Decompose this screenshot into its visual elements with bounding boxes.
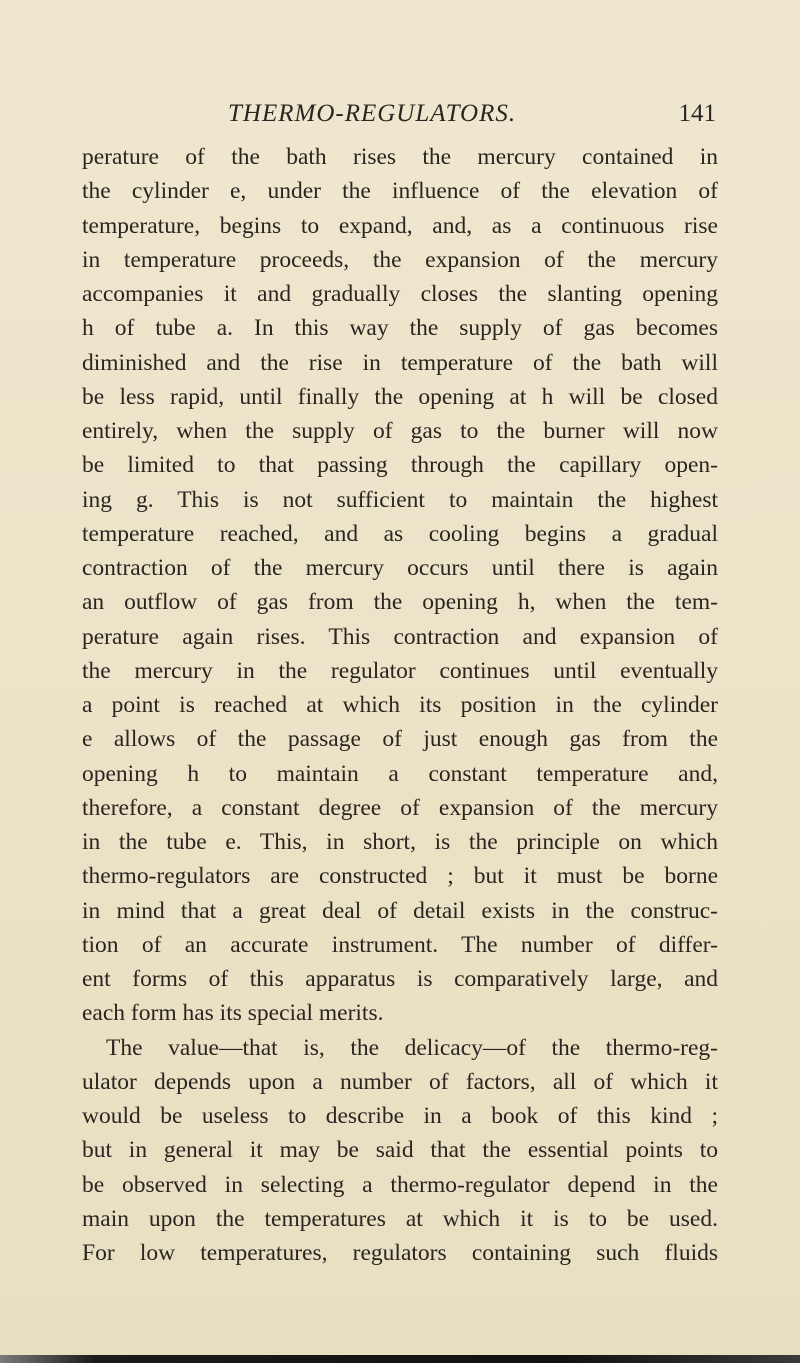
- text-line: opening h to maintain a constant temperature and,: [82, 760, 718, 787]
- chapter-title: THERMO-REGULATORS.: [228, 100, 517, 127]
- text-line: diminished and the rise in temperature of the bath will: [82, 349, 718, 376]
- text-line: perature again rises. This contraction and expansion of: [82, 623, 718, 650]
- page-number: 141: [678, 100, 716, 127]
- text-line: in mind that a great deal of detail exists in the construc-: [82, 897, 718, 924]
- text-line: accompanies it and gradually closes the slanting opening: [82, 281, 718, 307]
- text-line: main upon the temperatures at which it is to be used.: [82, 1205, 718, 1232]
- scan-edge-bar: [0, 1355, 800, 1363]
- text-line: ulator depends upon a number of factors, all of which it: [82, 1068, 718, 1095]
- text-line: thermo-regulators are constructed ; but it must be borne: [82, 863, 718, 890]
- text-line: tion of an accurate instrument. The number of differ-: [82, 931, 718, 958]
- text-line: each form has its special merits.: [82, 1000, 384, 1027]
- text-line: h of tube a. In this way the supply of gas becomes: [82, 315, 718, 342]
- text-line: but in general it may be said that the essential points to: [82, 1137, 718, 1164]
- text-line: the cylinder e, under the influence of the elevation of: [82, 178, 718, 205]
- text-line: ent forms of this apparatus is comparatively large, and: [82, 966, 718, 992]
- text-line: in the tube e. This, in short, is the principle on which: [82, 829, 718, 855]
- text-line: a point is reached at which its position in the cylinder: [82, 692, 718, 718]
- text-line: temperature, begins to expand, and, as a continuous rise: [82, 212, 718, 239]
- running-head: [80, 100, 720, 136]
- body-text: [82, 140, 718, 1270]
- text-line: temperature reached, and as cooling begins a gradual: [82, 520, 718, 547]
- text-line: For low temperatures, regulators containing such fluids: [82, 1240, 718, 1266]
- text-line: ing g. This is not sufficient to maintain the highest: [82, 486, 718, 513]
- text-line: in temperature proceeds, the expansion of the mercury: [82, 246, 718, 273]
- text-line: contraction of the mercury occurs until there is again: [82, 555, 718, 581]
- text-line: be limited to that passing through the capillary open-: [82, 452, 718, 479]
- text-line: e allows of the passage of just enough gas from the: [82, 726, 718, 753]
- text-line: therefore, a constant degree of expansion of the mercury: [82, 794, 718, 821]
- text-line: The value—that is, the delicacy—of the thermo-reg-: [106, 1034, 718, 1061]
- text-line: the mercury in the regulator continues until eventually: [82, 657, 718, 684]
- text-line: entirely, when the supply of gas to the burner will now: [82, 418, 718, 444]
- paragraph: [82, 1031, 718, 1271]
- text-line: an outflow of gas from the opening h, when the tem-: [82, 589, 718, 616]
- text-line: be observed in selecting a thermo-regulator depend in the: [82, 1171, 718, 1198]
- text-line: would be useless to describe in a book of this kind ;: [82, 1103, 718, 1129]
- paragraph: [82, 140, 718, 1031]
- text-line: perature of the bath rises the mercury contained in: [82, 144, 718, 170]
- text-line: be less rapid, until finally the opening at h will be closed: [82, 383, 718, 410]
